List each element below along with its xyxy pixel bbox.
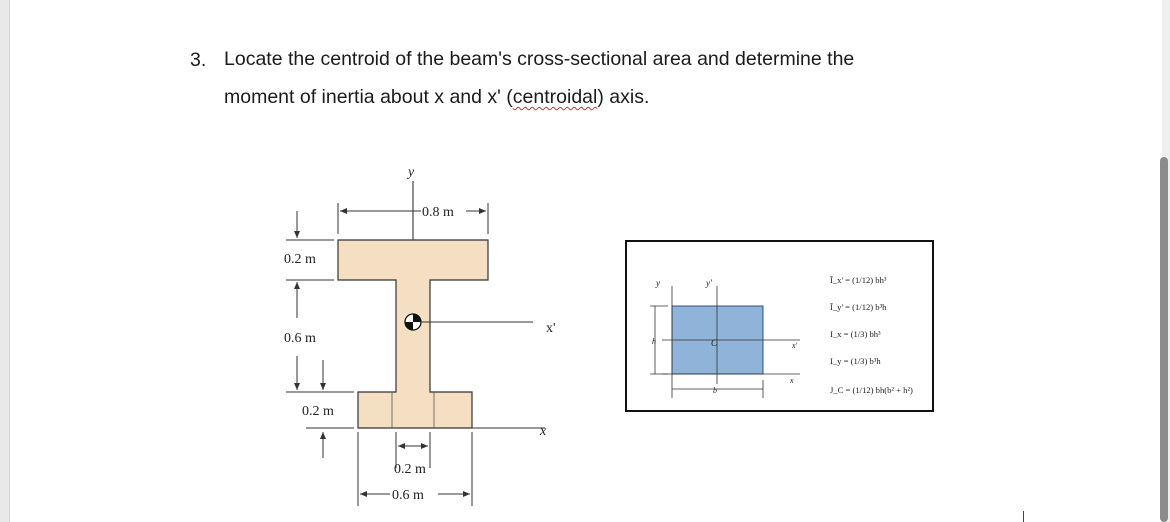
dim-label-top-flange: 0.2 m [284,252,316,267]
dim-label-bottom-flange: 0.2 m [302,404,334,419]
problem-text-line-2-start: moment of inertia about x and x' ( [224,86,513,108]
beam-x-axis-label: x [540,424,547,439]
formula-iy: I_y = (1/3) b³h [830,356,881,366]
formula-jc: J_C = (1/12) bh(b² + h²) [830,385,913,395]
dim-label-web-width: 0.2 m [394,462,426,477]
ref-h-label: h [652,337,656,346]
ref-b-label: b [713,386,717,395]
beam-x-prime-label: x' [546,321,556,336]
ref-y-label: y [656,278,660,288]
dim-label-bottom-width: 0.6 m [392,488,424,503]
formula-ix: I_x = (1/3) bh³ [830,329,881,339]
problem-number: 3. [190,49,207,71]
dim-label-top-width: 0.8 m [422,205,454,220]
ref-x-prime-label: x' [792,341,798,350]
formula-iy-prime: Ī_y' = (1/12) b³h [830,302,887,312]
ref-x-label: x [790,376,794,385]
ref-centroid-label: C [711,338,718,348]
problem-text-line-2-end: ) axis. [597,86,650,108]
dim-label-web-height: 0.6 m [284,331,316,346]
ref-y-prime-label: y' [706,278,712,288]
beam-y-axis-label: y [408,165,415,180]
spellcheck-flagged-word[interactable]: centroidal [512,86,598,108]
formula-ix-prime: Ī_x' = (1/12) bh³ [830,275,887,285]
problem-text-line-1: Locate the centroid of the beam's cross-sectional area and determine the [224,48,855,70]
